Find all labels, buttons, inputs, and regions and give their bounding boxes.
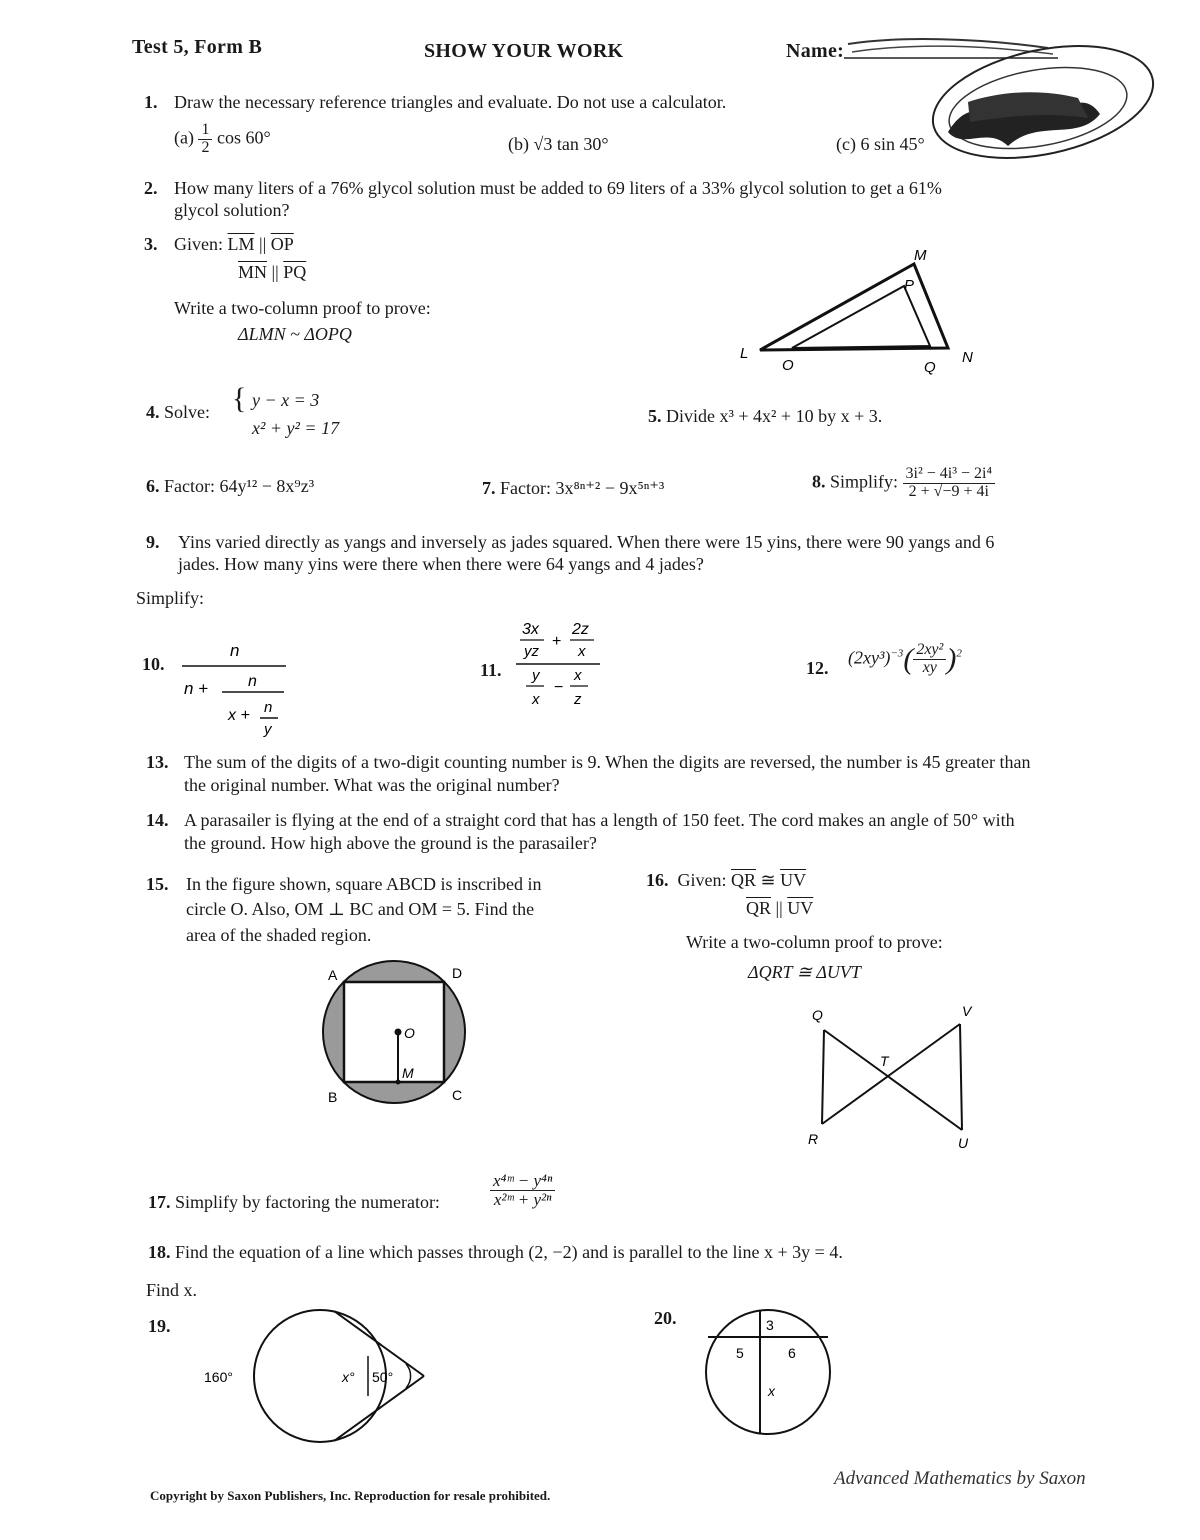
svg-text:3: 3 bbox=[766, 1317, 774, 1333]
q16-bowtie-figure bbox=[800, 1000, 980, 1158]
q16-prove: ΔQRT ≅ ΔUVT bbox=[748, 962, 861, 982]
q13-line1: The sum of the digits of a two-digit counting number is 9. When the digits are reversed, the number is 45 greater than bbox=[184, 752, 1031, 772]
svg-text:x +: x + bbox=[228, 707, 250, 724]
svg-text:160°: 160° bbox=[204, 1369, 233, 1385]
q4-label: 4. Solve: bbox=[146, 402, 211, 422]
svg-text:O: O bbox=[404, 1025, 415, 1041]
svg-text:2z: 2z bbox=[572, 621, 589, 638]
svg-text:R: R bbox=[808, 1131, 819, 1147]
q1-text: Draw the necessary reference triangles and evaluate. Do not use a calculator. bbox=[174, 92, 727, 112]
svg-text:−: − bbox=[554, 679, 564, 696]
book-title: Advanced Mathematics by Saxon bbox=[834, 1468, 1086, 1489]
svg-text:y: y bbox=[264, 721, 272, 738]
q20-number: 20. bbox=[654, 1308, 677, 1328]
svg-text:50°: 50° bbox=[372, 1369, 394, 1385]
svg-text:M: M bbox=[402, 1065, 414, 1081]
scribble-icon bbox=[948, 92, 1100, 146]
q8-text: 8. Simplify: $\frac{\text{3i² − 4i³ − 2i⁴}}{2 + √-9 + 4i}$ bbox=[812, 466, 995, 501]
q12-number: 12. bbox=[806, 658, 829, 678]
q4-eq2: x² + y² = 17 bbox=[252, 418, 340, 438]
svg-text:D: D bbox=[452, 965, 463, 981]
copyright-notice: Copyright by Saxon Publishers, Inc. Reproduction for resale prohibited. bbox=[150, 1488, 551, 1503]
svg-text:n: n bbox=[264, 699, 273, 716]
q1-part-b: (b) √3 tan 30° bbox=[508, 134, 609, 154]
q2-number: 2. bbox=[144, 178, 158, 198]
q15-number: 15. bbox=[146, 874, 169, 894]
q10-number: 10. bbox=[142, 654, 165, 674]
q7-text: 7. Factor: 3x⁸ⁿ⁺² − 9x⁵ⁿ⁺³ bbox=[482, 478, 665, 498]
q15-circle-figure bbox=[320, 960, 480, 1108]
q14-line2: the ground. How high above the ground is the parasailer? bbox=[184, 833, 597, 853]
label-N: N bbox=[962, 349, 973, 366]
q14-line1: A parasailer is flying at the end of a straight cord that has a length of 150 feet. The cord makes an angle of 50° with bbox=[184, 810, 1015, 830]
q1-part-c: (c) 6 sin 45° bbox=[836, 134, 925, 154]
q9-line1: Yins varied directly as yangs and inversely as jades squared. When there were 15 yins, there were 90 yangs and 6 bbox=[178, 532, 995, 552]
svg-text:V: V bbox=[962, 1003, 972, 1019]
brace-icon: { bbox=[232, 382, 247, 415]
svg-text:A: A bbox=[328, 967, 338, 983]
q15-line2: circle O. Also, OM ⊥ BC and OM = 5. Find the bbox=[186, 899, 535, 919]
q1-number: 1. bbox=[144, 92, 158, 112]
q2-line1: How many liters of a 76% glycol solution must be added to 69 liters of a 33% glycol solution to get a 61% bbox=[174, 178, 942, 198]
find-x-heading: Find x. bbox=[146, 1280, 198, 1300]
svg-text:n +: n + bbox=[184, 679, 209, 698]
q10-complex-fraction bbox=[178, 636, 298, 762]
label-O: O bbox=[782, 357, 794, 374]
label-M: M bbox=[914, 247, 927, 264]
q14-number: 14. bbox=[146, 810, 169, 830]
q16-given-2: $\overline{QR}$ || $\overline{UV}$ bbox=[746, 898, 814, 918]
svg-text:n: n bbox=[248, 673, 257, 690]
svg-text:y: y bbox=[532, 667, 540, 684]
page-title: SHOW YOUR WORK bbox=[424, 40, 624, 62]
q12-expression: $(2xy^3)^{-3}$( $\frac{\text{2xy²}}{xy}$ )$^2$ bbox=[848, 641, 962, 676]
q9-number: 9. bbox=[146, 532, 160, 552]
form-label: Test 5, Form B bbox=[132, 36, 263, 58]
svg-text:Q: Q bbox=[812, 1007, 823, 1023]
q1-part-a: (a) $\frac{1}{2}$ cos 60° bbox=[174, 121, 271, 156]
q19-number: 19. bbox=[148, 1316, 171, 1336]
q9-line2: jades. How many yins were there when there were 64 yangs and 4 jades? bbox=[178, 554, 704, 574]
q6-text: 6. Factor: 64y¹² − 8x⁹z³ bbox=[146, 476, 315, 496]
svg-text:z: z bbox=[574, 691, 582, 708]
q3-prove: ΔLMN ~ ΔOPQ bbox=[238, 324, 352, 344]
q16-given-1: 16. Given: $\overline{QR}$ ≅ $\overline{UV}$ bbox=[646, 870, 807, 890]
q19-circle-figure bbox=[198, 1308, 438, 1454]
q15-line1: In the figure shown, square ABCD is inscribed in bbox=[186, 874, 542, 894]
q3-given-1: Given: $\overline{LM}$ || $\overline{OP}$ bbox=[174, 234, 294, 254]
svg-text:x°: x° bbox=[342, 1369, 355, 1385]
svg-text:n: n bbox=[230, 641, 240, 660]
q3-given-2: $\overline{MN}$ || $\overline{PQ}$ bbox=[238, 262, 307, 282]
q13-line2: the original number. What was the original number? bbox=[184, 775, 560, 795]
svg-text:C: C bbox=[452, 1087, 463, 1103]
simplify-heading: Simplify: bbox=[136, 588, 205, 608]
q11-complex-fraction bbox=[512, 616, 608, 716]
svg-text:B: B bbox=[328, 1089, 338, 1105]
label-P: P bbox=[904, 277, 915, 294]
q17-fraction: $\frac{\text{x⁴ᵐ − y⁴ⁿ}}{\text{x²ᵐ + y²ⁿ}}$ bbox=[490, 1172, 555, 1209]
label-Q: Q bbox=[924, 359, 936, 376]
svg-text:5: 5 bbox=[736, 1345, 744, 1361]
svg-text:+: + bbox=[552, 633, 562, 650]
svg-text:6: 6 bbox=[788, 1345, 796, 1361]
q15-line3: area of the shaded region. bbox=[186, 925, 372, 945]
svg-text:T: T bbox=[880, 1053, 889, 1069]
svg-text:x: x bbox=[532, 691, 540, 708]
q4-eq1: y − x = 3 bbox=[252, 390, 320, 410]
q16-instruction: Write a two-column proof to prove: bbox=[686, 932, 943, 952]
name-label: Name: bbox=[786, 40, 845, 62]
q3-number: 3. bbox=[144, 234, 158, 254]
q13-number: 13. bbox=[146, 752, 169, 772]
svg-text:3x: 3x bbox=[522, 621, 539, 638]
svg-text:U: U bbox=[958, 1135, 969, 1151]
svg-text:x: x bbox=[574, 667, 582, 684]
q2-line2: glycol solution? bbox=[174, 200, 290, 220]
q3-instruction: Write a two-column proof to prove: bbox=[174, 298, 431, 318]
svg-text:yz: yz bbox=[524, 643, 539, 660]
svg-text:x: x bbox=[768, 1383, 775, 1399]
q17-text: 17. Simplify by factoring the numerator: bbox=[148, 1192, 440, 1212]
q20-chords-figure bbox=[702, 1300, 838, 1440]
label-L: L bbox=[740, 345, 749, 362]
q5-text: 5. Divide x³ + 4x² + 10 by x + 3. bbox=[648, 406, 883, 426]
q18-text: 18. Find the equation of a line which passes through (2, −2) and is parallel to the line x + 3y = 4. bbox=[148, 1242, 843, 1262]
q3-triangle-figure bbox=[734, 242, 984, 378]
q11-number: 11. bbox=[480, 660, 502, 680]
svg-text:x: x bbox=[578, 643, 586, 660]
